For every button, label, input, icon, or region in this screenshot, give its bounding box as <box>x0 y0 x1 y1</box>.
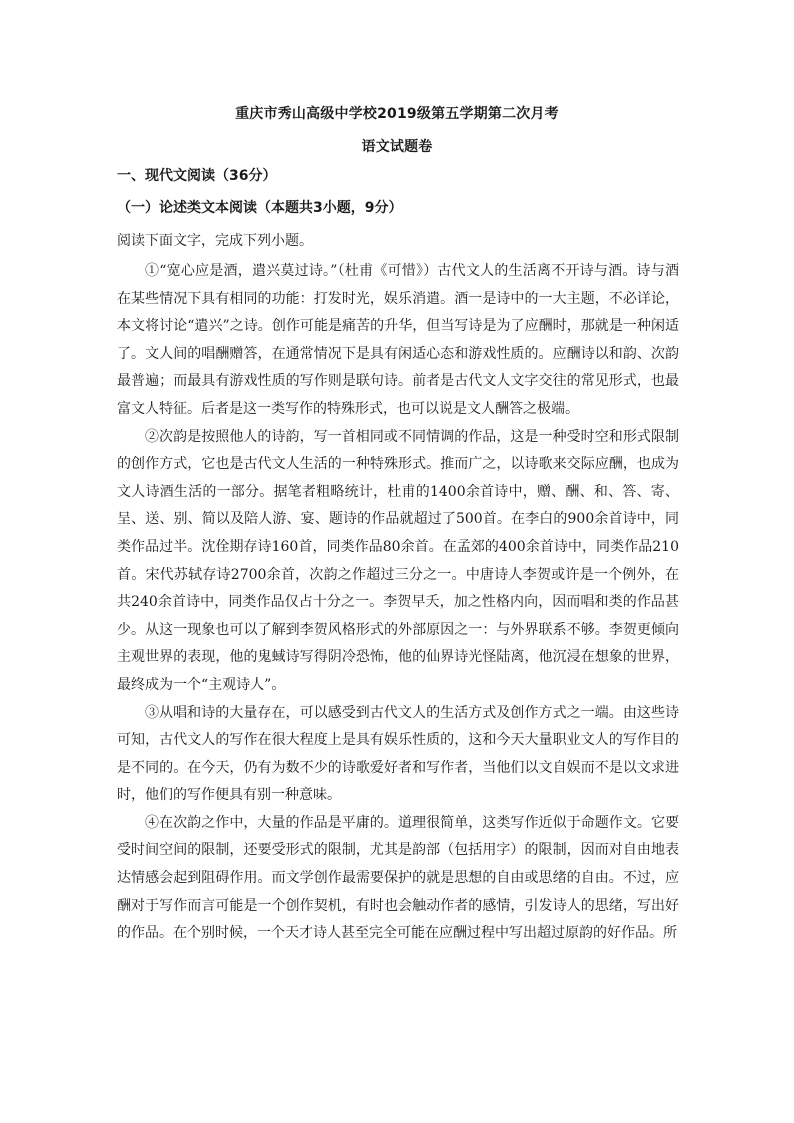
reading-instruction: 阅读下面文字，完成下列小题。 <box>117 233 313 249</box>
document-subtitle: 语文试题卷 <box>361 139 433 155</box>
paragraph-1: ①“宽心应是酒，遣兴莫过诗。”（杜甫《可惜》）古代文人的生活离不开诗与酒。诗与酒在某些情况下具有相同的功能：打发时光，娱乐消遣。酒一是诗中的一大主题，不必详论，本文将讨论“遣兴”之诗。创作可能是痛苦的升华，但当写诗是为了应酬时，那就是一种闲适了。文人间的唱酬赠答，在通常情况下是具有闲适心态和游戏性质的。应酬诗以和韵、次韵最普遍；而最具有游戏性质的写作则是联句诗。前者是古代文人文字交往的常见形式，也最富文人特征。后者是这一类写作的特殊形式，也可以说是文人酬答之极端。 <box>117 263 679 417</box>
paragraph-4: ④在次韵之作中，大量的作品是平庸的。道理很简单，这类写作近似于命题作文。它要受时间空间的限制，还要受形式的限制，尤其是韵部（包括用字）的限制，因而对自由地表达情感会起到阻碍作用。而文学创作最需要保护的就是思想的自由或思绪的自由。不过，应酬对于写作而言可能是一个创作契机，有时也会触动作者的感情，引发诗人的思绪，写出好的作品。在个别时候，一个天才诗人甚至完全可能在应酬过程中写出超过原韵的好作品。所 <box>117 814 679 942</box>
document-title: 重庆市秀山高级中学校2019级第五学期第二次月考 <box>235 106 559 122</box>
paragraph-2: ②次韵是按照他人的诗韵，写一首相同或不同情调的作品，这是一种受时空和形式限制的创作方式，它也是古代文人生活的一种特殊形式。推而广之，以诗歌来交际应酬，也成为文人诗酒生活的一部分。据笔者粗略统计，杜甫的1400余首诗中，赠、酬、和、答、寄、呈、送、别、简以及陪人游、宴、题诗的作品就超过了500首。在李白的900余首诗中，同类作品过半。沈佺期存诗160首，同类作品80余首。在孟郊的400余首诗中，同类作品210首。宋代苏轼存诗2700余首，次韵之作超过三分之一。中唐诗人李贺或许是一个例外，在共240余首诗中，同类作品仅占十分之一。李贺早夭，加之性格内向，因而唱和类的作品甚少。从这一现象也可以了解到李贺风格形式的外部原因之一：与外界联系不够。李贺更倾向主观世界的表现，他的鬼蜮诗写得阴冷恐怖，他的仙界诗光怪陆离，他沉浸在想象的世界，最终成为一个“主观诗人”。 <box>117 428 679 693</box>
part-heading: （一）论述类文本阅读（本题共3小题，9分） <box>117 200 403 216</box>
section-heading: 一、现代文阅读（36分） <box>117 168 277 184</box>
paragraph-3: ③从唱和诗的大量存在，可以感受到古代文人的生活方式及创作方式之一端。由这些诗可知，古代文人的写作在很大程度上是具有娱乐性质的，这和今天大量职业文人的写作目的是不同的。在今天，仍有为数不少的诗歌爱好者和写作者，当他们以文自娱而不是以文求进时，他们的写作便具有别一种意味。 <box>117 704 679 804</box>
passage-body <box>117 258 679 948</box>
